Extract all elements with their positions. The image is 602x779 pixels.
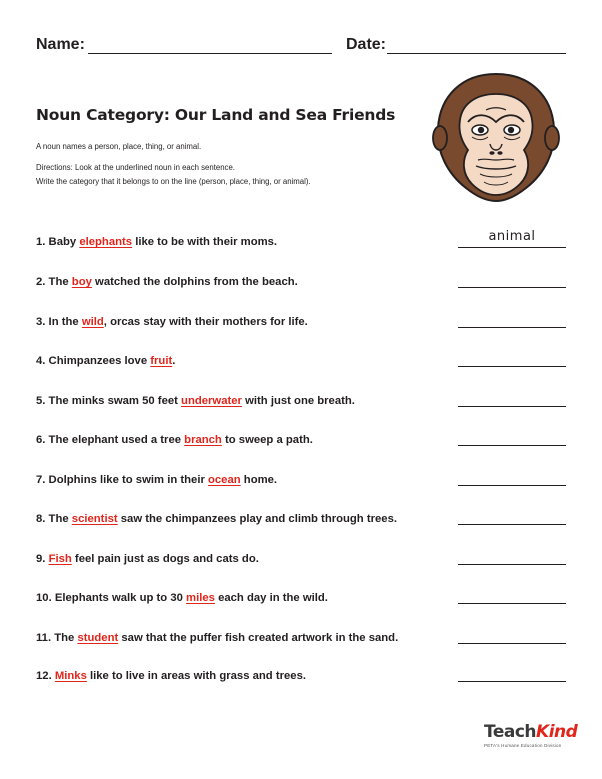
answer-line-4[interactable] xyxy=(458,366,566,367)
question-5: 5. The minks swam 50 feet underwater with just one breath. xyxy=(36,395,355,407)
question-4: 4. Chimpanzees love fruit. xyxy=(36,355,176,367)
underlined-noun: branch xyxy=(184,434,222,446)
underlined-noun: scientist xyxy=(71,513,118,525)
underlined-noun: Minks xyxy=(54,670,87,682)
answer-line-7[interactable] xyxy=(458,485,566,486)
directions-line-2: Write the category that it belongs to on the line (person, place, thing, or animal). xyxy=(36,177,311,186)
worksheet-header xyxy=(36,36,566,60)
question-9: 9. Fish feel pain just as dogs and cats do. xyxy=(36,553,259,565)
answer-line-1[interactable] xyxy=(458,247,566,248)
underlined-noun: fruit xyxy=(150,355,173,367)
answer-line-5[interactable] xyxy=(458,406,566,407)
underlined-noun: student xyxy=(77,632,119,644)
question-11: 11. The student saw that the puffer fish created artwork in the sand. xyxy=(36,632,399,644)
answer-line-6[interactable] xyxy=(458,445,566,446)
underlined-noun: ocean xyxy=(208,474,241,486)
answer-1-text: animal xyxy=(488,229,536,244)
question-1: 1. Baby elephants like to be with their moms. xyxy=(36,236,278,248)
question-12: 12. Minks like to live in areas with grass and trees. xyxy=(36,670,306,682)
brand-kind: Kind xyxy=(536,722,578,742)
brand-teach: Teach xyxy=(484,722,537,742)
teachkind-logo xyxy=(484,722,577,748)
answer-line-2[interactable] xyxy=(458,287,566,288)
question-7: 7. Dolphins like to swim in their ocean home. xyxy=(36,474,278,486)
answer-line-8[interactable] xyxy=(458,524,566,525)
underlined-noun: elephants xyxy=(79,236,133,248)
answer-line-11[interactable] xyxy=(458,643,566,644)
underlined-noun: wild xyxy=(81,316,104,328)
question-8: 8. The scientist saw the chimpanzees play and climb through trees. xyxy=(36,513,397,525)
underlined-noun: boy xyxy=(71,276,92,288)
answer-line-3[interactable] xyxy=(458,327,566,328)
question-2: 2. The boy watched the dolphins from the beach. xyxy=(36,276,298,288)
brand-tagline: PETA's Humane Education Division xyxy=(484,743,562,748)
name-line[interactable] xyxy=(88,53,332,54)
name-label: Name: xyxy=(36,36,85,53)
answer-line-10[interactable] xyxy=(458,603,566,604)
answer-line-12[interactable] xyxy=(458,681,566,682)
question-6: 6. The elephant used a tree branch to sweep a path. xyxy=(36,434,313,446)
noun-definition: A noun names a person, place, thing, or animal. xyxy=(36,142,202,151)
underlined-noun: miles xyxy=(186,592,215,604)
question-3: 3. In the wild, orcas stay with their mothers for life. xyxy=(36,316,308,328)
answer-line-9[interactable] xyxy=(458,564,566,565)
question-10: 10. Elephants walk up to 30 miles each day in the wild. xyxy=(36,592,328,604)
date-line[interactable] xyxy=(387,53,566,54)
date-label: Date: xyxy=(346,36,387,53)
chimpanzee-face-icon xyxy=(432,70,560,204)
worksheet-title: Noun Category: Our Land and Sea Friends xyxy=(36,106,396,124)
underlined-noun: underwater xyxy=(181,395,242,407)
underlined-noun: Fish xyxy=(48,553,72,565)
directions-line-1: Directions: Look at the underlined noun in each sentence. xyxy=(36,163,235,172)
